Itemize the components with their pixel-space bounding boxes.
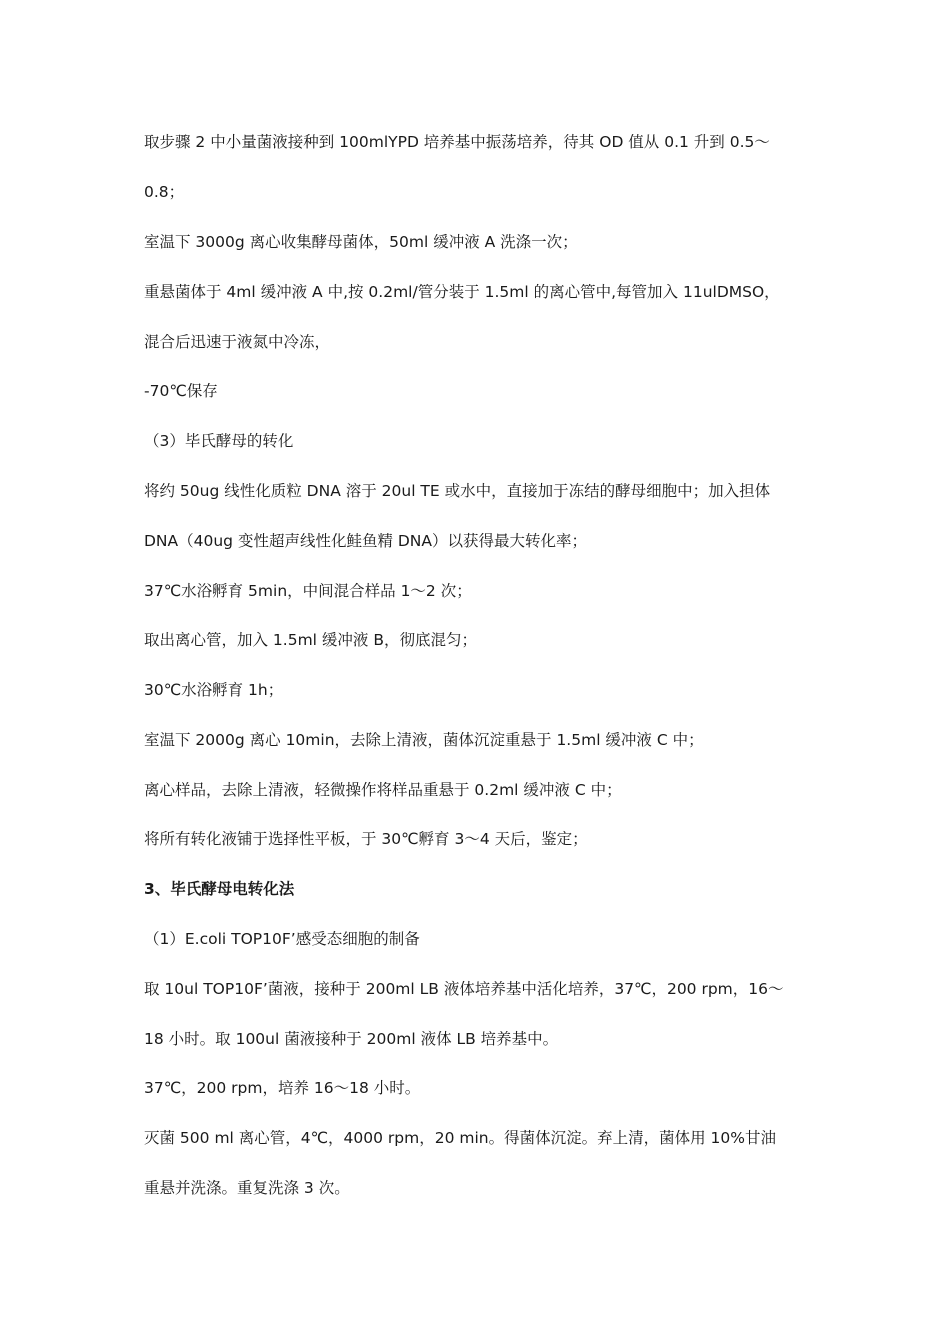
- text-line: 室温下 2000g 离心 10min，去除上清液，菌体沉淀重悬于 1.5ml 缓冲液 C 中；: [144, 731, 704, 749]
- section-subheading: （3）毕氏酵母的转化: [144, 432, 294, 450]
- text-line: 0.8；: [144, 183, 185, 201]
- text-line: DNA（40ug 变性超声线性化鲑鱼精 DNA）以获得最大转化率；: [144, 532, 588, 550]
- text-line: 将约 50ug 线性化质粒 DNA 溶于 20ul TE 或水中，直接加于冻结的酵母细胞中；加入担体: [144, 482, 771, 500]
- section-heading: 3、毕氏酵母电转化法: [144, 880, 295, 898]
- text-line: -70℃保存: [144, 382, 218, 400]
- text-line: 18 小时。取 100ul 菌液接种于 200ml 液体 LB 培养基中。: [144, 1030, 559, 1048]
- text-line: 取出离心管，加入 1.5ml 缓冲液 B，彻底混匀；: [144, 631, 477, 649]
- text-line: 取 10ul TOP10F’菌液，接种于 200ml LB 液体培养基中活化培养，37℃，200 rpm，16～: [144, 980, 784, 998]
- text-line: 37℃，200 rpm，培养 16～18 小时。: [144, 1079, 421, 1097]
- text-line: 30℃水浴孵育 1h；: [144, 681, 284, 699]
- text-line: 灭菌 500 ml 离心管，4℃，4000 rpm，20 min。得菌体沉淀。弃上清，菌体用 10%甘油: [144, 1129, 776, 1147]
- text-line: 重悬菌体于 4ml 缓冲液 A 中,按 0.2ml/管分装于 1.5ml 的离心管中,每管加入 11ulDMSO，: [144, 283, 780, 301]
- text-line: 混合后迅速于液氮中冷冻，: [144, 333, 331, 351]
- text-line: 离心样品，去除上清液，轻微操作将样品重悬于 0.2ml 缓冲液 C 中；: [144, 781, 622, 799]
- text-line: 37℃水浴孵育 5min，中间混合样品 1～2 次；: [144, 582, 472, 600]
- text-line: 将所有转化液铺于选择性平板，于 30℃孵育 3～4 天后，鉴定；: [144, 830, 588, 848]
- text-line: 重悬并洗涤。重复洗涤 3 次。: [144, 1179, 350, 1197]
- text-line: 取步骤 2 中小量菌液接种到 100mlYPD 培养基中振荡培养，待其 OD 值从 0.1 升到 0.5～: [144, 133, 770, 151]
- section-subheading: （1）E.coli TOP10F’感受态细胞的制备: [144, 930, 420, 948]
- text-line: 室温下 3000g 离心收集酵母菌体，50ml 缓冲液 A 洗涤一次；: [144, 233, 578, 251]
